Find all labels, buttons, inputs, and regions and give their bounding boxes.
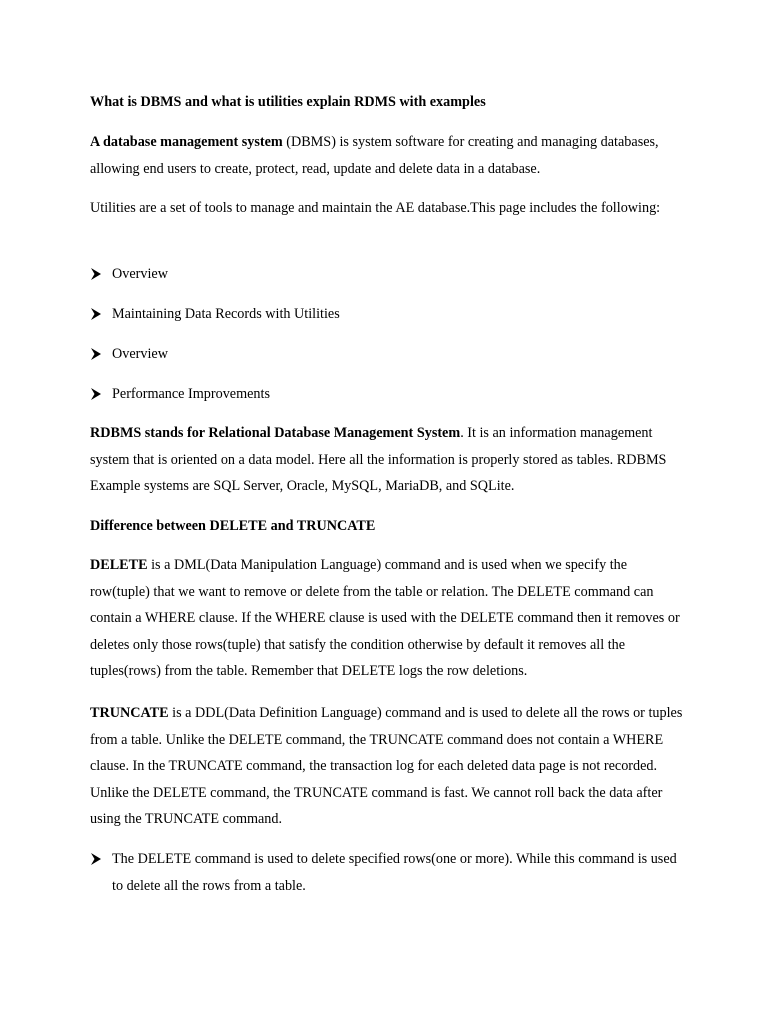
arrow-bullet-icon <box>90 387 102 401</box>
paragraph-utilities: Utilities are a set of tools to manage and maintain the AE database.This page includes the following: <box>90 200 661 216</box>
list-item-text: Performance Improvements <box>112 386 270 402</box>
doc-heading: What is DBMS and what is utilities explain RDMS with examples <box>90 94 486 110</box>
list-item-text: Overview <box>112 266 168 282</box>
list-item-text: Overview <box>112 346 168 362</box>
truncate-term: TRUNCATE <box>90 705 169 721</box>
arrow-bullet-icon <box>90 267 102 281</box>
truncate-definition: is a DDL(Data Definition Language) command and is used to delete all the rows or tuples from a table. Unlike the DELETE command, the TRUNCATE command does not contain a WHERE clause. In the TRUNCATE command, the transaction log for each deleted data page is not recorded. Unlike the DELETE command, the TRUNCATE command is fast. We cannot roll back the data after using the TRUNCATE command. <box>90 705 683 827</box>
list-item-text: Maintaining Data Records with Utilities <box>112 306 340 322</box>
rdbms-term: RDBMS stands for Relational Database Management System <box>90 425 461 441</box>
paragraph-truncate <box>90 700 690 833</box>
section-subheading: Difference between DELETE and TRUNCATE <box>90 518 376 534</box>
paragraph-delete <box>90 552 690 685</box>
list-item <box>90 261 690 288</box>
list-item <box>90 301 690 328</box>
list-item-text: The DELETE command is used to delete specified rows(one or more). While this command is used to delete all the rows from a table. <box>112 851 677 894</box>
delete-definition: is a DML(Data Manipulation Language) command and is used when we specify the row(tuple) that we want to remove or delete from the table or relation. The DELETE command can contain a WHERE clause. If the WHERE clause is used with the DELETE command then it removes or deletes only those rows(tuple) that satisfy the condition otherwise by default it removes all the tuples(rows) from the table. Remember that DELETE logs the row deletions. <box>90 557 680 679</box>
delete-term: DELETE <box>90 557 148 573</box>
list-item <box>90 381 690 408</box>
arrow-bullet-icon <box>90 347 102 361</box>
dbms-term: A database management system <box>90 134 283 150</box>
dbms-definition: (DBMS) is system software for creating and managing databases, allowing end users to create, protect, read, update and delete data in a database. <box>90 134 659 177</box>
arrow-bullet-icon <box>90 307 102 321</box>
list-item <box>90 846 690 899</box>
paragraph-dbms <box>90 129 690 182</box>
arrow-bullet-icon <box>90 852 102 866</box>
rdbms-definition: . It is an information management system that is oriented on a data model. Here all the information is properly stored as tables. RDBMS Example systems are SQL Server, Oracle, MySQL, MariaDB, and SQLite. <box>90 425 667 494</box>
paragraph-rdbms <box>90 420 690 500</box>
list-item <box>90 341 690 368</box>
